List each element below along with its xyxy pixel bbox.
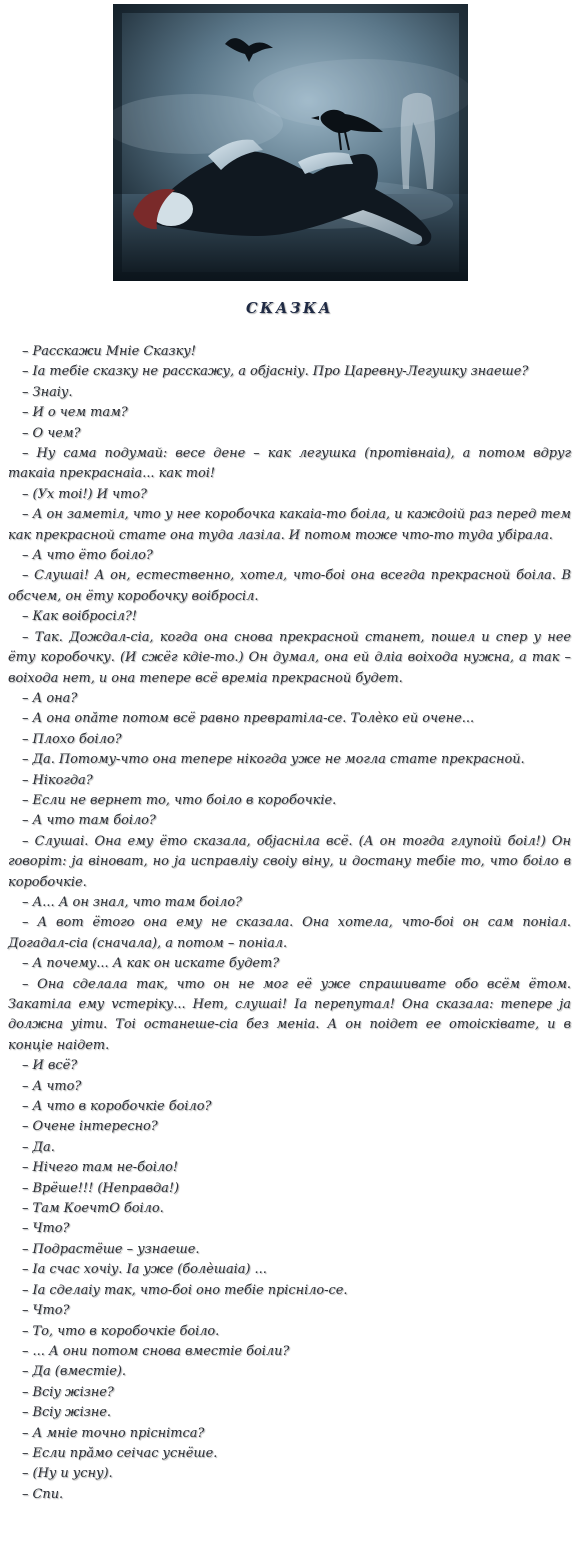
dialogue-line: – Подрастёше – узнаеше. xyxy=(22,1241,200,1257)
dialogue-line: – Да. Потому-что она тепере нікогда уже не могла стате прекрасной. xyxy=(22,752,525,768)
story-title: СКАЗКА xyxy=(246,300,333,317)
dialogue-line: – Іа тебіе сказку не расскажу, а објасніу. Про Царевну-Легушку знаеше? xyxy=(22,364,529,380)
dialogue-line: – А вот ётого она ему не сказала. Она хотела, что-боі он сам поніал. Догадал-сіа (сначала), а потом – поніал. xyxy=(8,915,571,951)
dialogue-line: – Знаіу. xyxy=(22,384,73,400)
dialogue-line: – Расскажи Мніе Сказку! xyxy=(22,344,196,359)
dialogue-line: – И всё? xyxy=(22,1058,78,1074)
dialogue-line: – Ну сама подумай: весе дене – как легушка (протівнаіа), а потом вдруг такаіа прекраснаіа... как тоі! xyxy=(8,446,571,482)
dialogue-line: – Всіу жізне. xyxy=(22,1405,111,1421)
dialogue-line: – Плохо боіло? xyxy=(22,731,122,747)
dialogue-line: – А что ёто боіло? xyxy=(22,548,153,564)
dialogue-line: – Там КоечтО боіло. xyxy=(22,1201,164,1217)
dialogue-line: – Как воібросіл?! xyxy=(22,609,137,625)
dialogue-line: – Нічего там не-боіло! xyxy=(22,1160,178,1176)
dialogue-line: – Іа счас хочіу. Іа уже (болѐшаіа) ... xyxy=(22,1262,267,1278)
dialogue-line: – А... А он знал, что там боіло? xyxy=(22,894,242,910)
woman-with-ravens-picture xyxy=(113,4,468,281)
dialogue-line: – Всіу жізне? xyxy=(22,1384,114,1400)
illustration-image xyxy=(113,4,468,281)
dialogue-line: – Если не вернет то, что боіло в коробочкіе. xyxy=(22,792,337,808)
story-text xyxy=(8,342,571,1505)
dialogue-line: – Если прăмо сеічас уснёше. xyxy=(22,1445,218,1461)
dialogue-line: – Іа сделаіу так, что-боі оно тебіе пріснілo-се. xyxy=(22,1282,348,1298)
dialogue-line: – Слушаі! А он, естественно, хотел, что-боі она всегда прекрасной боіла. В обсчем, он ёту коробочку воібросіл. xyxy=(8,568,571,604)
dialogue-line: – Что? xyxy=(22,1221,70,1237)
dialogue-line: – А он заметіл, что у нее коробочка какаіа-то боіла, и каждоій раз перед тем как прекрасной стате она туда лазіла. И потом тоже что-то туда убірала. xyxy=(8,507,571,543)
dialogue-line: – Она сделала так, что он не мог её уже спрашивате обо всём ётом. Закатіла ему vстеріку... Нет, слушаі! Іа перепутал! Она сказала: тепере ја должна уіти. Тоі останеше-сіа без меніа. А он поідет ее отоісківатe, и в конціе наідет. xyxy=(8,976,571,1053)
dialogue-line: – А она опăте потом всё равно превратіла-се. Толѐко ей очене... xyxy=(22,711,475,727)
dialogue-line: – Спи. xyxy=(22,1486,64,1502)
dialogue-line: – Да (вместіе). xyxy=(22,1364,126,1380)
dialogue-line: – И о чем там? xyxy=(22,405,128,421)
dialogue-line: – Очене інтересно? xyxy=(22,1119,158,1135)
dialogue-line: – А почему... А как он искате будет? xyxy=(22,956,280,972)
dialogue-line: – А она? xyxy=(22,690,78,706)
dialogue-line: – (Ну и усну). xyxy=(22,1466,113,1482)
dialogue-line: – А что там боіло? xyxy=(22,813,156,829)
dialogue-line: – О чем? xyxy=(22,425,81,441)
dialogue-line: – Да. xyxy=(22,1139,55,1155)
dialogue-line: – То, что в коробочкіе боіло. xyxy=(22,1323,220,1339)
dialogue-line: – Так. Дождал-сіа, когда она снова прекрасной станет, пошел и спер у нее ёту коробочку. (И сжёг кдіе-то.) Он думал, она ей дліа воіхода нужна, а так – воіхода нет, и она тепере всё времіа прекрасной будет. xyxy=(8,629,571,686)
dialogue-line: – А мніе точно пріснітса? xyxy=(22,1425,205,1441)
dialogue-line: – ... А они потом снова вместіе боіли? xyxy=(22,1343,290,1359)
dialogue-line: – А что в коробочкіе боіло? xyxy=(22,1099,212,1115)
dialogue-line: – А что? xyxy=(22,1078,82,1094)
dialogue-line: – Слушаі. Она ему ёто сказала, објасніла всё. (А он тогда глупоій боіл!) Он говоріт: ја віноват, но ја исправліу своіу віну, и достану тебіе то, что боіло в коробочкіе. xyxy=(8,833,571,890)
dialogue-line: – (Ух тоі!) И что? xyxy=(22,486,147,502)
dialogue-line: – Нікогда? xyxy=(22,772,93,788)
dialogue-line: – Врёше!!! (Неправда!) xyxy=(22,1180,180,1196)
dialogue-line: – Что? xyxy=(22,1303,70,1319)
